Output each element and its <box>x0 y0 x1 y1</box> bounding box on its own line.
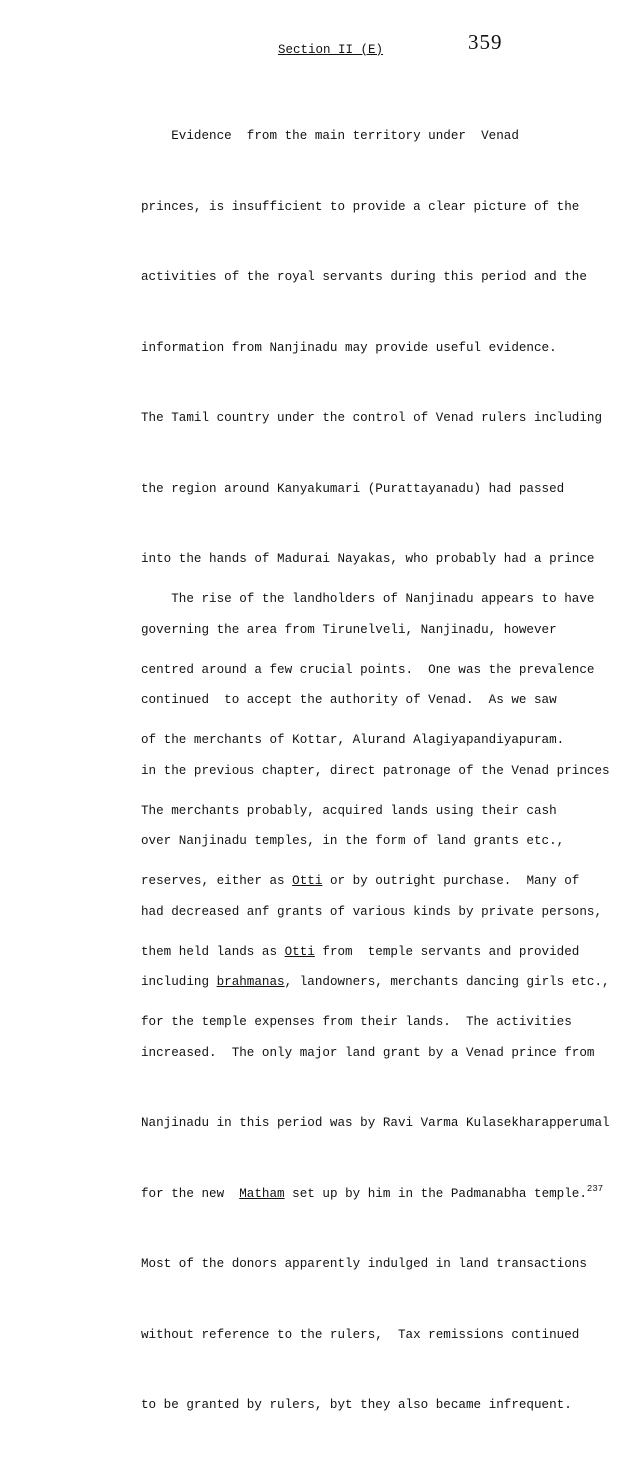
text-line: activities of the royal servants during this period and the <box>141 270 587 284</box>
text-line: Most of the donors apparently indulged in land transactions <box>141 1257 587 1271</box>
text-line: without reference to the rulers, Tax remissions continued <box>141 1327 580 1342</box>
underlined-term: Otti <box>284 944 315 959</box>
text-line: princes, is insufficient to provide a clear picture of the <box>141 199 580 214</box>
page-number: 359 <box>468 30 503 54</box>
footnote-marker: 237 <box>586 1183 604 1194</box>
text-line: over Nanjinadu temples, in the form of land grants etc., <box>141 834 565 848</box>
underlined-term: brahmanas <box>216 975 285 989</box>
text-line: of the merchants of Kottar, Alurand Alagiyapandiyapuram. <box>141 733 565 747</box>
text-line: centred around a few crucial points. One was the prevalence <box>141 662 595 677</box>
text-line: to be granted by rulers, byt they also became infrequent. <box>141 1398 572 1412</box>
text-segment: from temple servants and provided <box>314 944 580 959</box>
underlined-term: Otti <box>292 874 323 888</box>
text-line: in the previous chapter, direct patronage of the Venad princes <box>141 763 610 778</box>
text-line: Evidence from the main territory under Venad <box>141 129 519 143</box>
text-line: for the temple expenses from their lands. The activities <box>141 1015 572 1029</box>
text-line: increased. The only major land grant by a Venad prince from <box>141 1045 595 1060</box>
text-line: The rise of the landholders of Nanjinadu appears to have <box>141 592 595 606</box>
text-line-composite <box>141 1183 611 1207</box>
text-segment: them held lands as <box>141 944 285 959</box>
text-line: into the hands of Madurai Nayakas, who probably had a prince <box>141 552 595 566</box>
text-line: Nanjinadu in this period was by Ravi Varma Kulasekharapperumal <box>141 1116 610 1130</box>
text-line: the region around Kanyakumari (Purattayanadu) had passed <box>141 481 565 496</box>
text-segment: set up by him in the Padmanabha temple. <box>284 1186 587 1201</box>
text-line-composite <box>141 941 611 965</box>
text-segment: , landowners, merchants dancing girls etc., <box>284 975 610 989</box>
text-line: had decreased anf grants of various kinds by private persons, <box>141 904 603 919</box>
text-line: The merchants probably, acquired lands using their cash <box>141 803 557 818</box>
text-line: information from Nanjinadu may provide useful evidence. <box>141 340 557 355</box>
section-title: Section II (E) <box>278 43 384 57</box>
text-segment: including <box>141 975 217 989</box>
underlined-term: Matham <box>239 1186 285 1201</box>
text-segment: for the new <box>141 1186 240 1201</box>
paragraph-2 <box>141 541 611 1082</box>
text-line: governing the area from Tirunelveli, Nanjinadu, however <box>141 622 557 637</box>
text-segment: reserves, either as <box>141 874 293 888</box>
text-line: continued to accept the authority of Venad. As we saw <box>141 693 557 707</box>
text-segment: or by outright purchase. Many of <box>322 874 580 888</box>
text-line: The Tamil country under the control of Venad rulers including <box>141 411 603 425</box>
text-line-composite <box>141 870 611 894</box>
